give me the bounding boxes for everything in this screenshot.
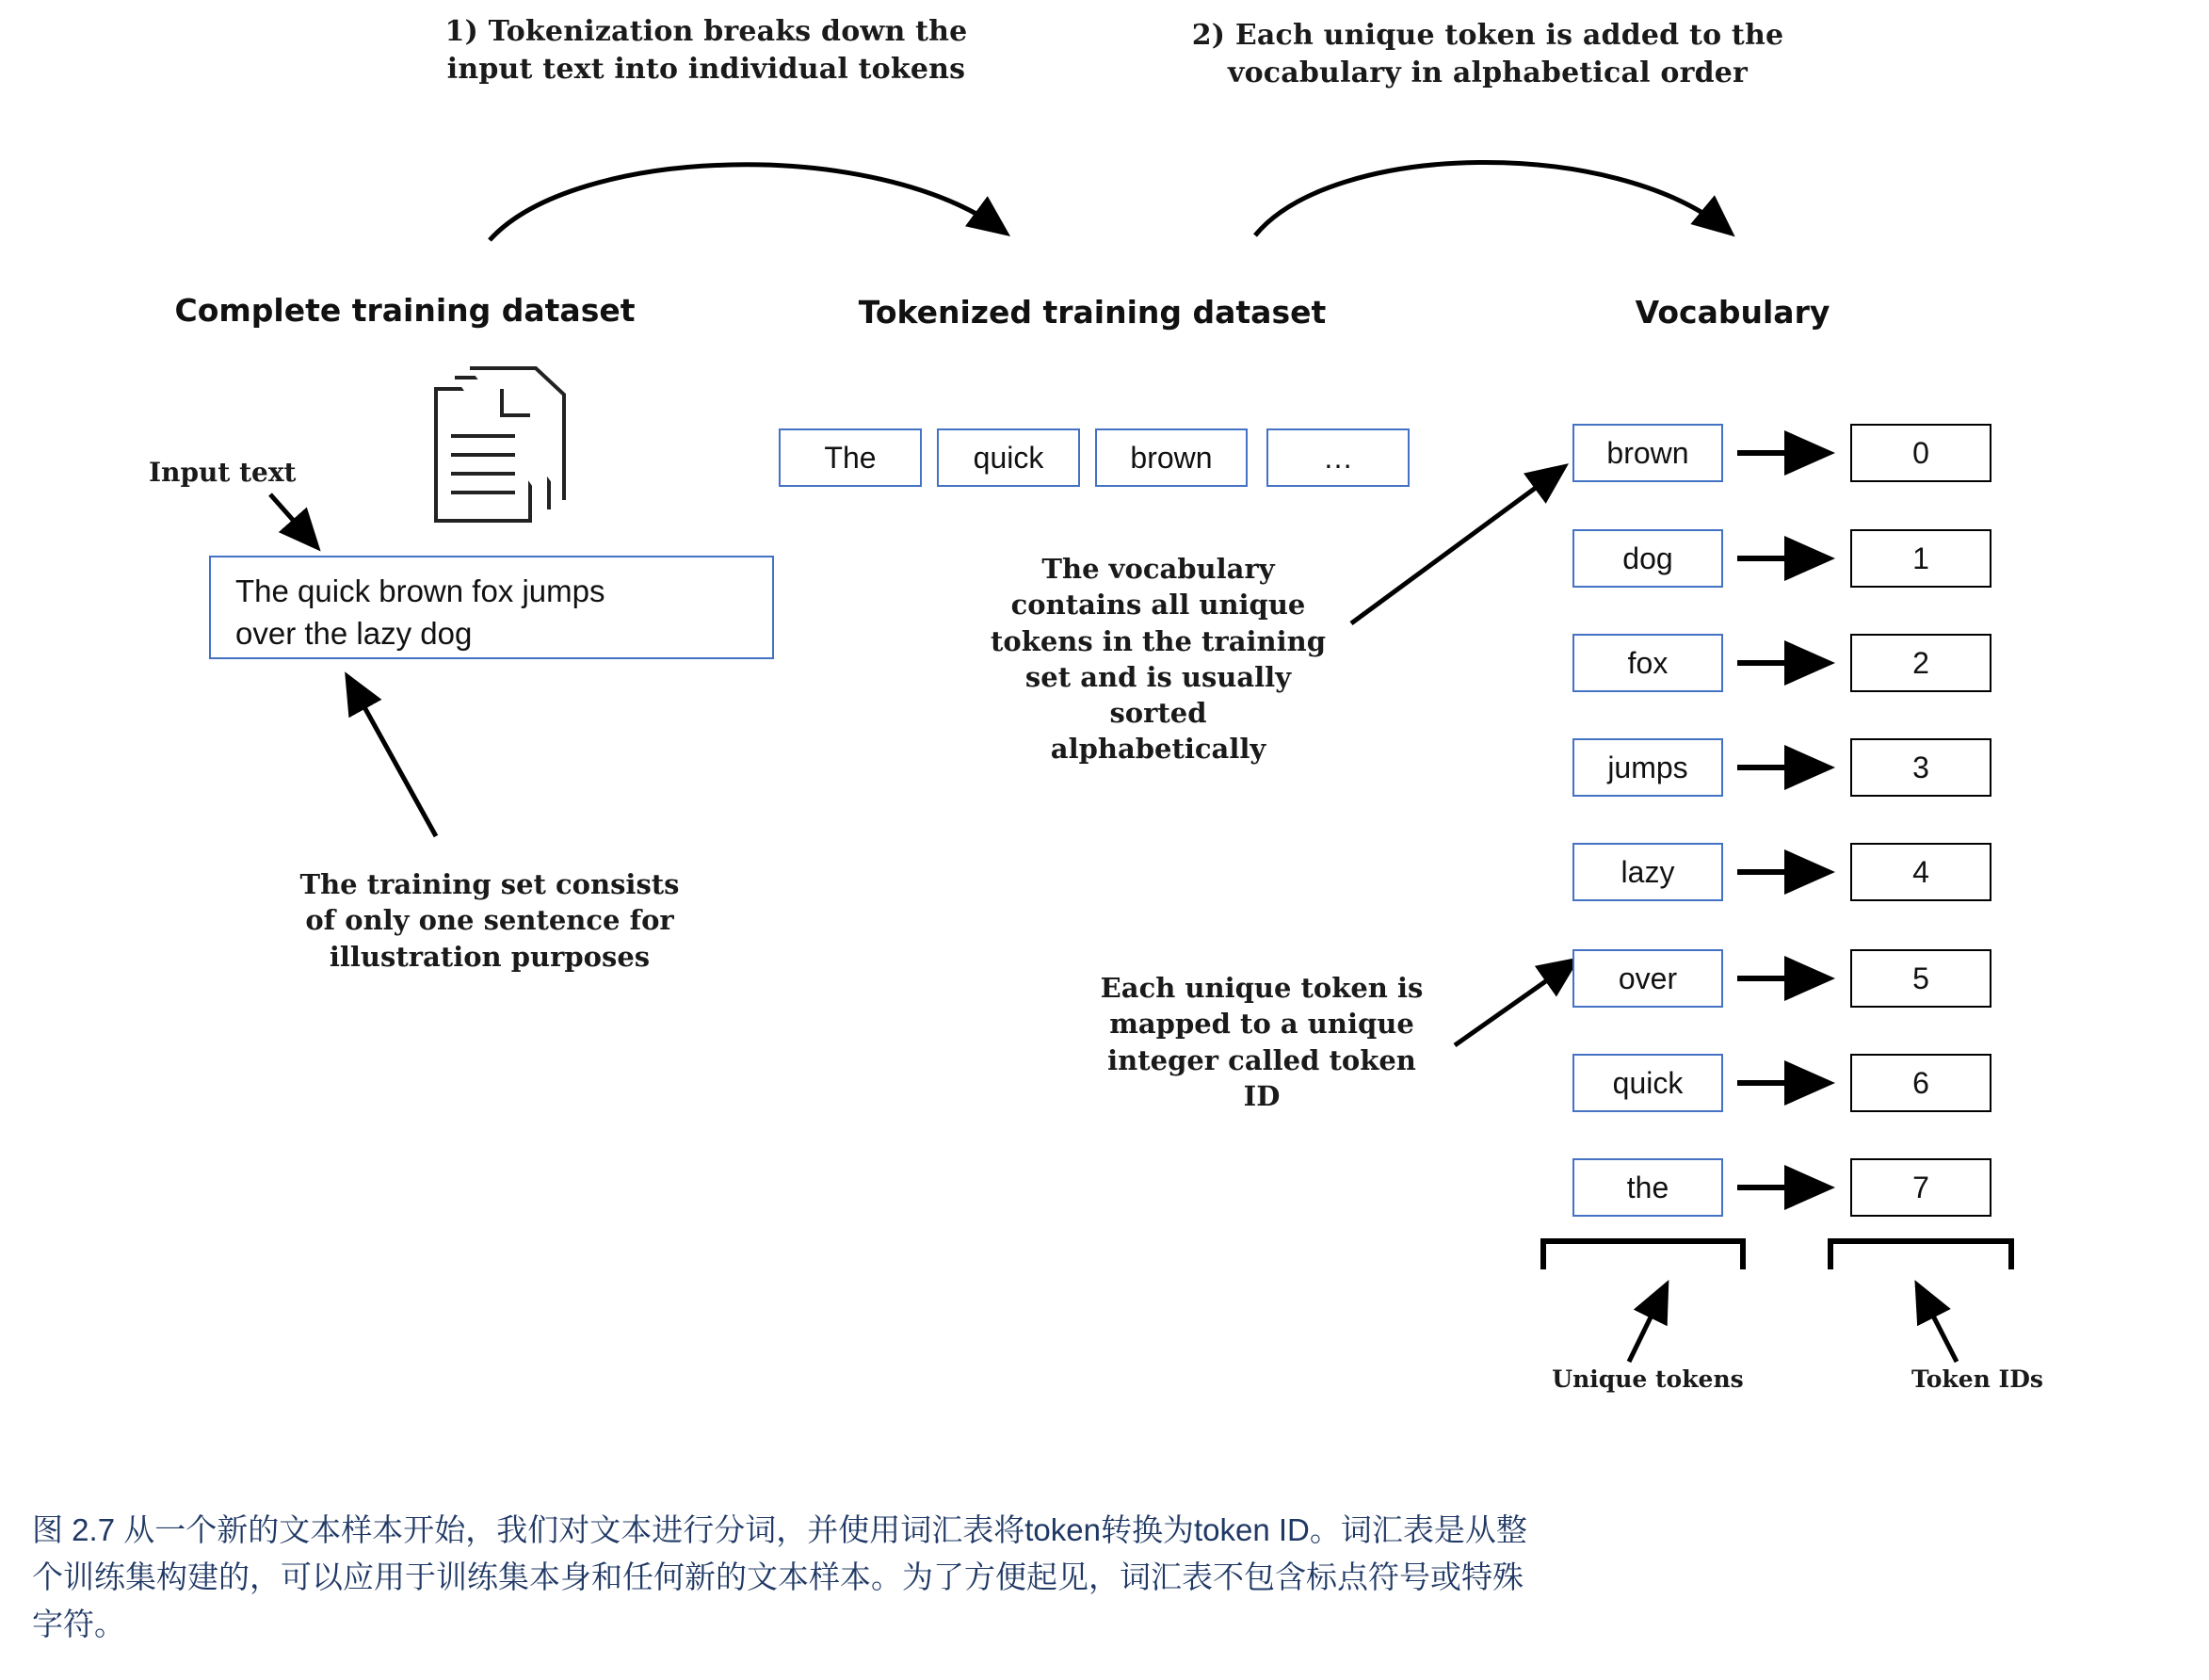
input-sentence-line-1: The quick brown fox jumps bbox=[235, 573, 605, 608]
token-id-note-line-4: ID bbox=[1243, 1079, 1281, 1112]
input-text-arrow-icon bbox=[266, 490, 341, 565]
vocab-id-3: 3 bbox=[1850, 738, 1991, 797]
token-box-2: brown bbox=[1095, 428, 1248, 487]
unique-tokens-arrow-icon bbox=[1601, 1281, 1704, 1365]
training-set-note-arrow-icon bbox=[334, 669, 457, 848]
token-box-0: The bbox=[779, 428, 922, 487]
vocabulary-note-line-6: alphabetically bbox=[1050, 733, 1266, 766]
vocab-id-2: 2 bbox=[1850, 634, 1991, 692]
step-1-annotation bbox=[395, 13, 1017, 88]
map-arrow-6-icon bbox=[1737, 1069, 1841, 1097]
documents-icon bbox=[428, 363, 579, 541]
token-box-3: … bbox=[1266, 428, 1410, 487]
vocabulary-note-line-2: contains all unique bbox=[1010, 589, 1306, 622]
step-1-line-1: 1) Tokenization breaks down the bbox=[444, 15, 968, 48]
input-sentence-line-2: over the lazy dog bbox=[235, 615, 473, 651]
caption-line-2: 个训练集构建的，可以应用于训练集本身和任何新的文本样本。为了方便起见，词汇表不包含标点符号或特殊 bbox=[32, 1559, 1524, 1595]
vocabulary-note bbox=[951, 551, 1365, 767]
unique-tokens-label: Unique tokens bbox=[1552, 1365, 1744, 1393]
vocabulary-title: Vocabulary bbox=[1635, 294, 1830, 331]
vocab-id-7: 7 bbox=[1850, 1158, 1991, 1217]
caption-line-3: 字符。 bbox=[32, 1607, 125, 1642]
token-id-note-line-3: integer called token bbox=[1107, 1043, 1416, 1076]
map-arrow-2-icon bbox=[1737, 649, 1841, 677]
token-ids-arrow-icon bbox=[1883, 1281, 1987, 1365]
map-arrow-0-icon bbox=[1737, 439, 1841, 467]
vocabulary-note-arrow-icon bbox=[1346, 461, 1582, 631]
token-ids-bracket-icon bbox=[1827, 1234, 2024, 1271]
training-set-note-line-3: illustration purposes bbox=[329, 940, 651, 973]
training-set-note-line-1: The training set consists bbox=[299, 868, 680, 900]
vocab-token-3: jumps bbox=[1572, 738, 1723, 797]
training-set-note bbox=[226, 866, 753, 975]
training-set-note-line-2: of only one sentence for bbox=[305, 904, 674, 937]
vocab-id-4: 4 bbox=[1850, 843, 1991, 901]
step-2-line-2: vocabulary in alphabetical order bbox=[1227, 56, 1749, 89]
vocab-token-4: lazy bbox=[1572, 843, 1723, 901]
step-1-line-2: input text into individual tokens bbox=[446, 52, 966, 86]
token-id-note bbox=[1064, 970, 1459, 1114]
step-1-curved-arrow-icon bbox=[471, 141, 1055, 273]
vocabulary-note-line-1: The vocabulary bbox=[1041, 553, 1275, 585]
vocabulary-note-line-4: set and is usually bbox=[1024, 660, 1292, 693]
step-2-annotation bbox=[1158, 17, 1817, 91]
vocab-token-5: over bbox=[1572, 949, 1723, 1008]
figure-caption bbox=[32, 1507, 2179, 1648]
vocab-token-0: brown bbox=[1572, 424, 1723, 482]
map-arrow-4-icon bbox=[1737, 858, 1841, 886]
token-id-note-line-2: mapped to a unique bbox=[1109, 1008, 1414, 1041]
map-arrow-7-icon bbox=[1737, 1173, 1841, 1202]
vocab-id-6: 6 bbox=[1850, 1054, 1991, 1112]
vocab-token-2: fox bbox=[1572, 634, 1723, 692]
input-text-label: Input text bbox=[149, 457, 297, 488]
token-id-note-line-1: Each unique token is bbox=[1100, 972, 1424, 1004]
vocab-token-6: quick bbox=[1572, 1054, 1723, 1112]
step-2-line-1: 2) Each unique token is added to the bbox=[1191, 19, 1784, 52]
map-arrow-1-icon bbox=[1737, 544, 1841, 573]
token-id-note-arrow-icon bbox=[1450, 951, 1591, 1055]
complete-training-dataset-title: Complete training dataset bbox=[174, 292, 636, 329]
vocab-id-1: 1 bbox=[1850, 529, 1991, 588]
vocab-id-5: 5 bbox=[1850, 949, 1991, 1008]
step-2-curved-arrow-icon bbox=[1238, 141, 1766, 273]
unique-tokens-bracket-icon bbox=[1540, 1234, 1756, 1271]
token-box-1: quick bbox=[937, 428, 1080, 487]
vocabulary-note-line-3: tokens in the training bbox=[991, 624, 1326, 657]
vocab-token-1: dog bbox=[1572, 529, 1723, 588]
tokenized-training-dataset-title: Tokenized training dataset bbox=[858, 294, 1327, 331]
token-ids-label: Token IDs bbox=[1911, 1365, 2043, 1393]
vocabulary-note-line-5: sorted bbox=[1109, 697, 1207, 730]
map-arrow-3-icon bbox=[1737, 753, 1841, 782]
caption-line-1: 图 2.7 从一个新的文本样本开始，我们对文本进行分词，并使用词汇表将token转换为token ID。词汇表是从整 bbox=[32, 1512, 1527, 1547]
vocab-id-0: 0 bbox=[1850, 424, 1991, 482]
vocab-token-7: the bbox=[1572, 1158, 1723, 1217]
input-sentence-box bbox=[209, 556, 774, 659]
map-arrow-5-icon bbox=[1737, 964, 1841, 993]
